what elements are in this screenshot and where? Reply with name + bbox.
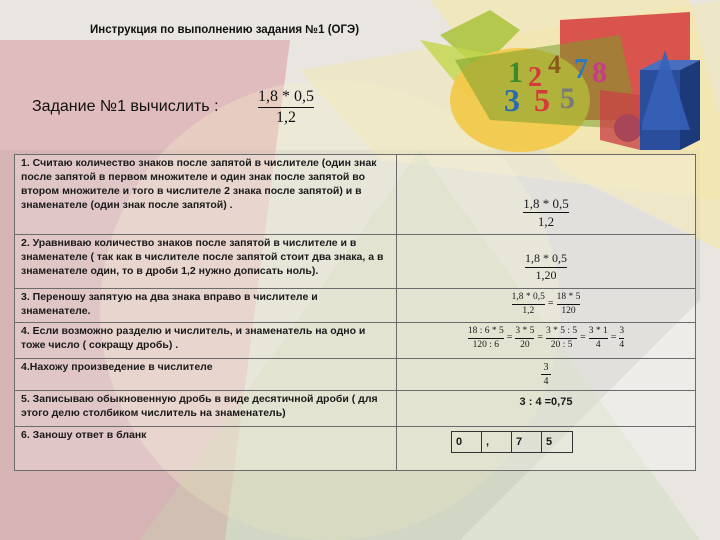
step-work	[397, 427, 696, 471]
step-work	[397, 359, 696, 391]
step-text: 6. Заношу ответ в бланк	[15, 427, 397, 471]
table-row	[15, 323, 696, 359]
table-row	[15, 235, 696, 289]
step-text: 4.Нахожу произведение в числителе	[15, 359, 397, 391]
task-fraction	[258, 88, 314, 127]
answer-form	[451, 431, 573, 453]
step-work	[397, 155, 696, 235]
page-title: Инструкция по выполнению задания №1 (ОГЭ)	[90, 24, 360, 36]
step-text: 1. Считаю количество знаков после запятой в числителе (один знак после запятой в первом множителе и один знак после запятой во втором множителе и того в числителе 2 знака после запятой) и в знаменателе (один знак после запятой) .	[15, 155, 397, 235]
step-fraction: $\frac{1,8 * 0,5}{1,2}$	[523, 196, 569, 230]
task-label: Задание №1 вычислить :	[32, 98, 219, 115]
table-row	[15, 391, 696, 427]
table-row	[15, 359, 696, 391]
step-text: 5. Записываю обыкновенную дробь в виде десятичной дроби ( для этого делю столбиком числитель на знаменатель)	[15, 391, 397, 427]
table-row	[15, 155, 696, 235]
step-work	[397, 391, 696, 427]
numbers-logo: 1 2 4 8 7 3 5 5	[504, 50, 607, 118]
step-fraction: $\frac{3}{4}$	[541, 361, 551, 388]
fraction-denominator: 1,2	[276, 109, 296, 126]
table-row	[15, 427, 696, 471]
table-row	[15, 289, 696, 323]
fraction-chain: 1,8 * 0,5 1,2 = 18 * 5 120	[511, 292, 581, 316]
step-work	[397, 289, 696, 323]
step-text: 3. Переношу запятую на два знака вправо в числителе и знаменателе.	[15, 289, 397, 323]
step-text: 4. Если возможно разделю и числитель, и знаменатель на одно и тоже число ( сокращу дробь) .	[15, 323, 397, 359]
fraction-chain: 18 : 6 * 5 120 : 6 = 3 * 5 20 = 3 * 5 : 5 20 : 5 = 3 * 1 4 = 3 4	[467, 326, 625, 350]
step-work	[397, 323, 696, 359]
step-work	[397, 235, 696, 289]
answer-cell: 0	[452, 432, 482, 452]
answer-cell: ,	[482, 432, 512, 452]
steps-table	[14, 154, 696, 471]
fraction-numerator: 1,8 * 0,5	[258, 88, 314, 105]
step-fraction: $\frac{1,8 * 0,5}{1,20}$	[525, 251, 567, 282]
division-result: 3 : 4 =0,75	[519, 396, 573, 409]
answer-cell: 5	[546, 436, 553, 449]
step-text: 2. Уравниваю количество знаков после запятой в числителе и в знаменателе ( так как в числителе после запятой стоит два знака, а в знаменателе один, то в дроби 1,2 нужно дописать ноль).	[15, 235, 397, 289]
answer-cell: 7	[512, 432, 542, 452]
